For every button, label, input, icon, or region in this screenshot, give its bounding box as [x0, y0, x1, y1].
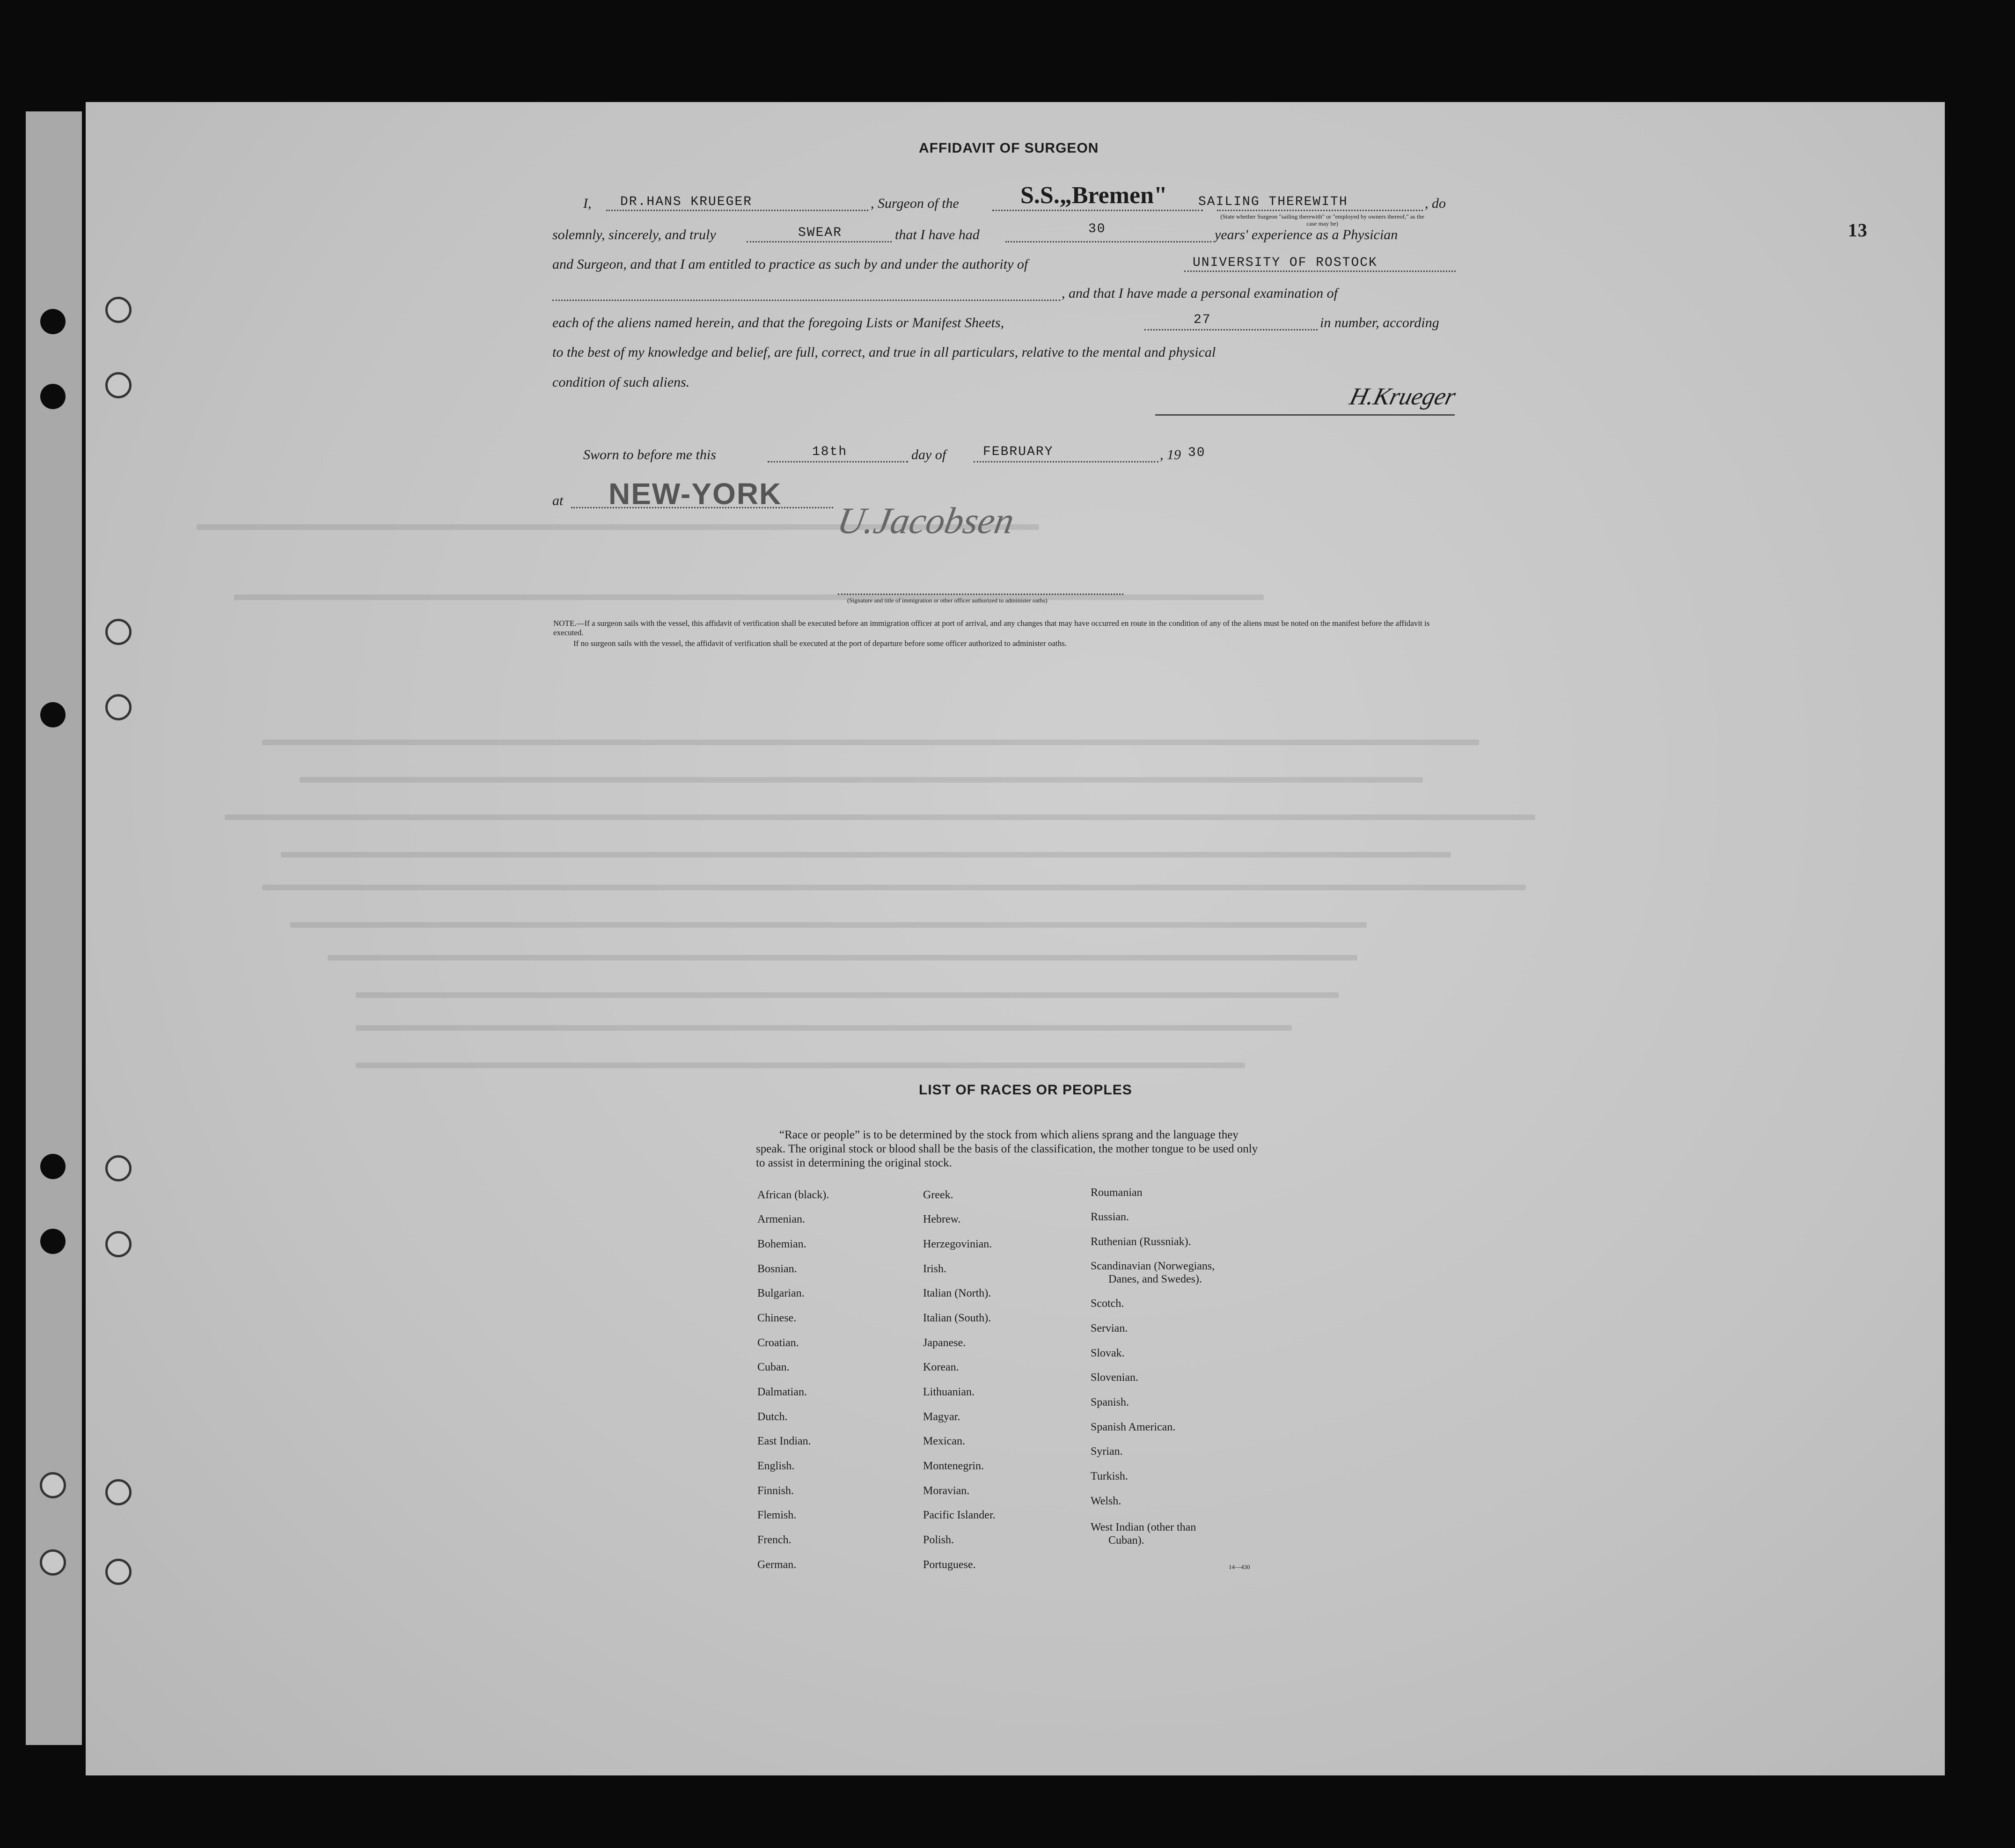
race-item: Slovenian. — [1091, 1371, 1138, 1384]
reinforcement-ring — [105, 619, 132, 645]
officer-signature: U.Jacobsen — [834, 500, 1018, 542]
aliens-label: each of the aliens named herein, and that the foregoing Lists or Manifest Sheets, — [552, 315, 1004, 330]
condition-label: condition of such aliens. — [552, 374, 690, 390]
reinforcement-ring — [40, 1472, 66, 1498]
name-line — [606, 210, 868, 211]
year-prefix: , 19 — [1160, 447, 1181, 462]
month-line — [974, 461, 1158, 462]
race-item: Russian. — [1091, 1211, 1129, 1223]
day-of-label: day of — [911, 447, 946, 462]
sailing-status: SAILING THEREWITH — [1198, 195, 1348, 209]
in-number-label: in number, according — [1320, 315, 1439, 330]
bleed-through — [281, 852, 1451, 858]
race-item: Korean. — [923, 1361, 959, 1373]
place-stamp: NEW-YORK — [608, 477, 782, 511]
ship-line — [992, 210, 1203, 211]
surgeon-name: DR.HANS KRUEGER — [620, 195, 753, 209]
year-suffix: 30 — [1188, 446, 1206, 460]
race-item: Portuguese. — [923, 1559, 976, 1571]
reinforcement-ring — [105, 1231, 132, 1257]
race-item: Mexican. — [923, 1435, 965, 1447]
race-item: Irish. — [923, 1263, 946, 1275]
oath-value: SWEAR — [798, 226, 843, 240]
race-item: Turkish. — [1091, 1470, 1128, 1482]
race-item: Syrian. — [1091, 1445, 1123, 1458]
examination-label: , and that I have made a personal examination of — [1062, 286, 1338, 301]
authority-label: and Surgeon, and that I am entitled to practice as such by and under the authority of — [552, 257, 1028, 272]
bleed-through — [262, 740, 1479, 745]
affidavit-title: AFFIDAVIT OF SURGEON — [919, 140, 1099, 156]
surgeon-of-label: , Surgeon of the — [871, 196, 959, 211]
note-1: NOTE.—If a surgeon sails with the vessel, this affidavit of verification shall be executed before an immigration officer at port of arrival, and any changes that may have occurred en route in the condition of any of the aliens must be noted on the manifest before the affidavit is executed. — [553, 619, 1430, 637]
sworn-label: Sworn to before me this — [583, 447, 716, 462]
race-item: Servian. — [1091, 1322, 1128, 1335]
form-number: 14—430 — [1229, 1563, 1250, 1570]
race-item: African (black). — [757, 1189, 829, 1201]
race-item: Flemish. — [757, 1509, 797, 1521]
race-item: Scotch. — [1091, 1298, 1124, 1310]
race-item: Spanish. — [1091, 1396, 1129, 1408]
knowledge-label: to the best of my knowledge and belief, are full, correct, and true in all particulars, relative to the mental and physical — [552, 345, 1216, 360]
race-item: German. — [757, 1559, 797, 1571]
officer-line — [838, 594, 1123, 595]
binder-hole — [40, 309, 66, 334]
race-item: Hebrew. — [923, 1213, 961, 1225]
page-number: 13 — [1848, 220, 1868, 241]
bleed-through — [234, 594, 1264, 600]
race-item: Polish. — [923, 1534, 954, 1546]
race-item-scandinavian: Scandinavian (Norwegians, — [1091, 1260, 1215, 1272]
race-item-west-indian-cont: Cuban). — [1108, 1534, 1144, 1547]
race-item: Dutch. — [757, 1411, 788, 1423]
race-item: Italian (North). — [923, 1287, 991, 1299]
bleed-through — [300, 777, 1423, 783]
reinforcement-ring — [105, 1559, 132, 1585]
race-item: Ruthenian (Russniak). — [1091, 1236, 1191, 1248]
bleed-through — [262, 885, 1526, 890]
race-item: Roumanian — [1091, 1187, 1143, 1199]
race-item: Greek. — [923, 1189, 953, 1201]
binding-margin — [26, 111, 82, 1745]
race-item: Dalmatian. — [757, 1386, 807, 1398]
sheets-line — [1144, 329, 1318, 330]
do-label: , do — [1425, 196, 1446, 211]
reinforcement-ring — [105, 694, 132, 720]
reinforcement-ring — [40, 1549, 66, 1576]
surgeon-signature: H.Krueger — [1347, 383, 1458, 410]
years-label: years' experience as a Physician — [1215, 227, 1398, 242]
bleed-through — [356, 992, 1339, 998]
note-2: If no surgeon sails with the vessel, the affidavit of verification shall be executed at the port of departure before some officer authorized to administer oaths. — [573, 639, 1067, 648]
race-item: Spanish American. — [1091, 1421, 1176, 1433]
race-item-west-indian: West Indian (other than — [1091, 1521, 1196, 1533]
sheets-value: 27 — [1194, 313, 1211, 327]
years-line — [1005, 241, 1211, 242]
binder-hole — [40, 1154, 66, 1179]
officer-caption: (Signature and title of immigration or other officer authorized to administer oaths) — [847, 597, 1048, 604]
reinforcement-ring — [105, 372, 132, 398]
signature-line — [1155, 414, 1455, 416]
i-label: I, — [583, 196, 592, 211]
race-item: Herzegovinian. — [923, 1238, 992, 1250]
binder-hole — [40, 384, 66, 409]
day-value: 18th — [812, 445, 848, 459]
race-item: Bohemian. — [757, 1238, 806, 1250]
race-item: Armenian. — [757, 1213, 805, 1225]
bleed-through — [290, 922, 1367, 928]
ship-name: S.S.„Bremen" — [1020, 182, 1167, 209]
bleed-through — [356, 1063, 1245, 1068]
race-item: Montenegrin. — [923, 1460, 984, 1472]
race-item: Magyar. — [923, 1411, 960, 1423]
races-title: LIST OF RACES OR PEOPLES — [919, 1082, 1132, 1098]
binder-hole — [40, 1229, 66, 1254]
race-item-scandinavian-cont: Danes, and Swedes). — [1108, 1273, 1202, 1285]
races-intro: “Race or people” is to be determined by the stock from which aliens sprang and the language they speak. The original stock or blood shall be the basis of the classification, the mother tongue to be used only to assist in determining the original stock. — [756, 1129, 1258, 1169]
race-item: Moravian. — [923, 1485, 970, 1497]
oath-line — [747, 241, 892, 242]
race-item: Cuban. — [757, 1361, 790, 1373]
race-item: Japanese. — [923, 1337, 966, 1349]
day-line — [768, 461, 908, 462]
years-value: 30 — [1088, 222, 1106, 236]
race-item: Lithuanian. — [923, 1386, 975, 1398]
authority-line — [1184, 271, 1456, 272]
continuation-line — [552, 300, 1060, 301]
reinforcement-ring — [105, 1155, 132, 1181]
race-item: Chinese. — [757, 1312, 797, 1324]
month-value: FEBRUARY — [983, 445, 1054, 459]
that-had-label: that I have had — [895, 227, 980, 242]
race-item: Welsh. — [1091, 1495, 1121, 1507]
binder-hole — [40, 702, 66, 727]
bleed-through — [225, 814, 1535, 820]
sailing-note: (State whether Surgeon "sailing therewith" or "employed by owners thereof," as the case may be) — [1220, 213, 1424, 227]
race-item: Finnish. — [757, 1485, 794, 1497]
bleed-through — [356, 1025, 1292, 1031]
sailing-line — [1217, 210, 1423, 211]
reinforcement-ring — [105, 1479, 132, 1505]
race-item: English. — [757, 1460, 795, 1472]
solemnly-label: solemnly, sincerely, and truly — [552, 227, 716, 242]
race-item: Bulgarian. — [757, 1287, 805, 1299]
race-item: Italian (South). — [923, 1312, 991, 1324]
race-item: French. — [757, 1534, 791, 1546]
race-item: Slovak. — [1091, 1347, 1125, 1359]
race-item: Pacific Islander. — [923, 1509, 996, 1521]
reinforcement-ring — [105, 297, 132, 323]
race-item: East Indian. — [757, 1435, 811, 1447]
authority-value: UNIVERSITY OF ROSTOCK — [1193, 256, 1378, 270]
race-item: Bosnian. — [757, 1263, 797, 1275]
at-label: at — [552, 493, 564, 508]
race-item: Croatian. — [757, 1337, 799, 1349]
bleed-through — [328, 955, 1357, 961]
